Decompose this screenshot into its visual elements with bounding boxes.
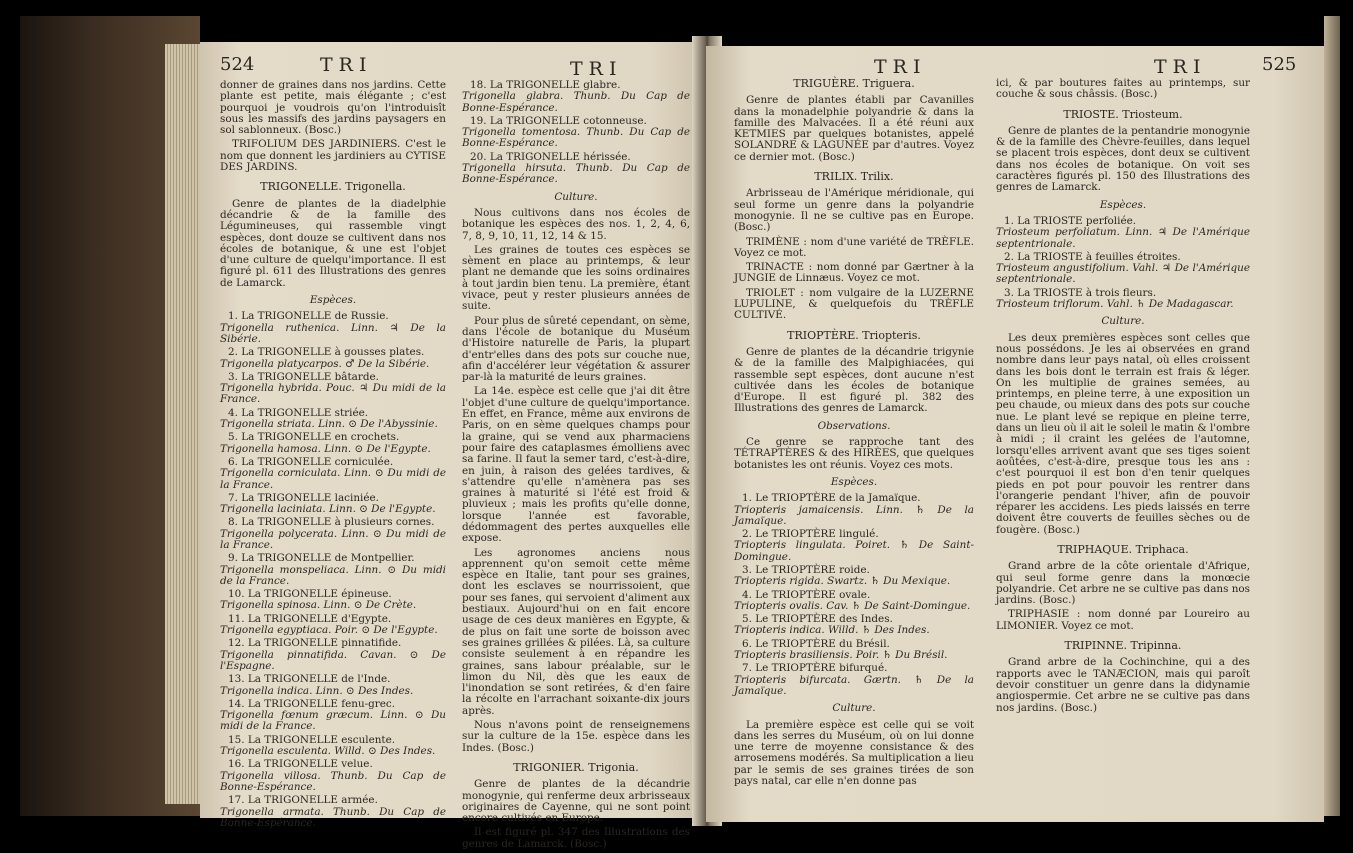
species-latin: Trigonella pinnatifida. Cavan. ⊙ De l'Espagne. [220, 648, 446, 672]
especes-heading-trioste: Espèces. [1099, 198, 1147, 211]
species-latin: Trigonella monspeliaca. Linn. ⊙ Du midi de la France. [220, 563, 446, 587]
species-name: 19. La TRIGONELLE cotonneuse. [470, 114, 647, 127]
trioste-culture-text: Les deux premières espèces sont celles que nous possédons. Je les ai observées en grand nombre dans leur pays natal, où elles croissent dans les bois dont le terrain est frais & léger. On les multiplie de graines semées, au printemps, en pleine terre, à une exposition un peu chaude, ou mieux dans des pots sur couche nue. Le plant levé se repique en pleine terre, dans un lieu où il ait le soleil le matin & l'ombre à midi ; il craint les gelées de l'automne, lorsqu'elles arrivent avant que ses tiges soient aoûtées, c'est-à-dire, presque tous les ans : c'est pourquoi il est bon d'en tenir quelques pieds en pot pour pouvoir les rentrer dans l'orangerie pendant l'hiver, afin de pouvoir réparer les accidens. Les pieds laissés en terre doivent être couverts de feuilles sèches ou de fougère. (Bosc.) [996, 331, 1250, 536]
paragraph: Nous cultivons dans nos écoles de botanique les espèces des nos. 1, 2, 4, 6, 7, 8, 9, 10, 11, 12, 14 & 15. [462, 206, 690, 242]
species-latin: Triopteris lingulata. Poiret. ♄ De Saint-Domingue. [734, 539, 974, 563]
species-latin: Trigonella laciniata. Linn. ⊙ De l'Egypte. [220, 503, 436, 516]
species-name: 7. La TRIGONELLE laciniée. [228, 491, 379, 504]
species-latin: Trigonella egyptiaca. Poir. ⊙ De l'Egypte. [220, 624, 438, 637]
species-name: 9. La TRIGONELLE de Montpellier. [228, 552, 415, 565]
species-name: 16. La TRIGONELLE velue. [228, 758, 373, 771]
species-name: 2. Le TRIOPTÈRE lingulé. [742, 528, 879, 541]
species-latin: Trigonella spinosa. Linn. ⊙ De Crète. [220, 599, 417, 612]
species-name: 7. Le TRIOPTÈRE bifurqué. [742, 662, 888, 675]
right-column-1 [734, 78, 974, 790]
page-number-right: 525 [1262, 54, 1297, 75]
continued-text: ici, & par boutures faites au printemps, sur couche & sous châssis. (Bosc.) [996, 77, 1250, 101]
species-latin: Trigonella tomentosa. Thunb. Du Cap de Bonne-Espérance. [462, 126, 690, 150]
species-name: 6. Le TRIOPTÈRE du Brésil. [742, 637, 890, 650]
left-column-1 [220, 80, 446, 831]
observations-text: Ce genre se rapproche tant des TÉTRAPTÈRES & des HIRÈES, que quelques botanistes les ont réunis. Voyez ces mots. [734, 436, 974, 471]
open-book [20, 6, 1340, 850]
left-page [200, 42, 712, 850]
intro-text: donner de graines dans nos jardins. Cette plante est petite, mais élégante ; c'est pourquoi je voudrois qu'on l'introduisît sous les massifs des jardins paysagers en sol sablonneux. (Bosc.) [220, 79, 446, 137]
species-name: 6. La TRIGONELLE corniculée. [228, 455, 394, 468]
triphaque-description: Grand arbre de la côte orientale d'Afrique, qui seul forme genre dans la monœcie polyandrie. Cet arbre ne se cultive pas dans nos jardins. (Bosc.) [996, 560, 1251, 607]
species-latin: Trigonella polycerata. Linn. ⊙ Du midi de la France. [220, 527, 446, 551]
species-name: 5. Le TRIOPTÈRE des Indes. [742, 613, 893, 626]
species-name: 17. La TRIGONELLE armée. [228, 794, 378, 807]
species-latin: Triopteris ovalis. Cav. ♄ De Saint-Domingue. [734, 599, 971, 612]
paragraph: La 14e. espèce est celle que j'ai dit être l'objet d'une culture de quelqu'importance. En effet, en France, même aux environs de Paris, on en sème quelques champs pour la graine, qui se vend aux pharmaciens pour faire des cataplasmes émolliens avec sa farine. Il faut la semer tard, c'est-à-dire, en juin, à raison des gelées tardives, & s'attendre qu'elle n'amènera pas ses graines à maturité si l'été est froid & pluvieux ; mais les profits qu'elle donne, lorsque l'année est favorable, dédommagent des pertes auxquelles elle expose. [462, 385, 690, 545]
triguere-heading: TRIGUÈRE. Triguera. [793, 77, 915, 90]
trioptere-description: Genre de plantes de la décandrie trigynie & de la famille des Malpighiacées, qui rassemble sept espèces, dont aucune n'est cultivée dans les écoles de botanique d'Europe. Il est figuré pl. 382 des Illustrations des genres de Lamarck. [734, 345, 974, 415]
running-head-right: TRI [874, 56, 927, 78]
species-latin: Trigonella platycarpos. ♂ De la Sibérie. [220, 357, 430, 370]
species-latin: Triopteris brasiliensis. Poir. ♄ Du Brésil. [734, 649, 948, 662]
species-name: 13. La TRIGONELLE de l'Inde. [228, 673, 391, 686]
running-head-left: TRI [320, 54, 373, 76]
left-column-2 [462, 80, 690, 853]
species-name: 1. La TRIOSTE perfoliée. [1004, 214, 1137, 227]
book-cover-right [1324, 16, 1340, 816]
right-column-2 [996, 78, 1250, 717]
species-latin: Triosteum triflorum. Vahl. ♄ De Madagascar. [996, 298, 1234, 311]
trioptere-heading: TRIOPTÈRE. Triopteris. [787, 328, 921, 342]
species-list-continued [462, 80, 690, 186]
species-latin: Trigonella hybrida. Pouc. ♃ Du midi de la France. [220, 382, 446, 406]
species-name: 8. La TRIGONELLE à plusieurs cornes. [228, 516, 435, 529]
culture-heading: Culture. [554, 190, 598, 203]
species-name: 18. La TRIGONELLE glabre. [470, 79, 621, 91]
observations-heading: Observations. [817, 419, 891, 432]
species-name: 1. La TRIGONELLE de Russie. [228, 310, 389, 323]
triphasie-entry: TRIPHASIE : nom donné par Loureiro au LIMONIER. Voyez ce mot. [996, 608, 1250, 632]
trigonelle-heading: TRIGONELLE. Trigonella. [260, 180, 406, 194]
trigonier-heading: TRIGONIER. Trigonia. [513, 760, 639, 774]
species-latin: Trigonella esculenta. Willd. ⊙ Des Indes. [220, 745, 436, 758]
species-latin: Trigonella indica. Linn. ⊙ Des Indes. [220, 684, 414, 697]
trigonier-description: Genre de plantes de la décandrie monogynie, qui renferme deux arbrisseaux originaires de Cayenne, qui ne sont point encore cultivés en Europe. [462, 778, 690, 825]
paragraph: Nous n'avons point de renseignemens sur la culture de la 15e. espèce dans les Indes. (Bosc.) [462, 719, 690, 754]
species-latin: Trigonella villosa. Thunb. Du Cap de Bonne-Espérance. [220, 769, 446, 793]
trilix-description: Arbrisseau de l'Amérique méridionale, qui seul forme un genre dans la polyandrie monogynie. Il ne se cultive pas en Europe. (Bosc.) [734, 187, 974, 234]
species-latin: Trigonella striata. Linn. ⊙ De l'Abyssinie. [220, 418, 438, 431]
species-latin: Triosteum angustifolium. Vahl. ♃ De l'Amérique septentrionale. [996, 262, 1250, 286]
species-latin: Triopteris rigida. Swartz. ♄ Du Mexique. [734, 575, 951, 588]
trioste-species-list [996, 216, 1250, 310]
trioste-heading: TRIOSTE. Triosteum. [1063, 107, 1183, 121]
culture-text [462, 208, 690, 754]
species-latin: Trigonella hirsuta. Thunb. Du Cap de Bonne-Espérance. [462, 162, 690, 186]
page-number-left: 524 [220, 54, 255, 75]
species-latin: Trigonella glabra. Thunb. Du Cap de Bonne-Espérance. [462, 90, 690, 114]
trinacte-entry: TRINACTE : nom donné par Gærtner à la JUNGIE de Linnæus. Voyez ce mot. [734, 261, 974, 285]
trigonelle-description: Genre de plantes de la diadelphie décandrie & de la famille des Légumineuses, qui rassemble vingt espèces, dont douze se cultivent dans nos écoles de botanique, & une est l'objet d'une culture de quelqu'importance. Il est figuré pl. 611 des Illustrations des genres de Lamarck. [220, 197, 446, 289]
species-name: 11. La TRIGONELLE d'Egypte. [228, 612, 392, 625]
right-page [706, 46, 1324, 822]
paragraph: Les agronomes anciens nous apprennent qu'on semoit cette même espèce en Italie, tant pour ses graines, dont les esclaves se nourrissoient, que pour ses fanes, qui servoient d'aliment aux bestiaux. Aujourd'hui on en fait encore usage de ces deux manières en Egypte, & de plus on fait une sorte de boisson avec ses graines grillées & pilées. Là, sa culture consiste seulement à en répandre les graines, sans labour préalable, sur le limon du Nil, dès que les eaux de l'inondation se sont retirées, & d'en faire la récolte en l'arrachant soixante-dix jours après. [462, 546, 690, 717]
species-latin: Trigonella ruthenica. Linn. ♃ De la Sibérie. [220, 321, 446, 345]
species-latin: Trigonella armata. Thunb. Du Cap de Bonne-Espérance. [220, 805, 446, 829]
species-name: 5. La TRIGONELLE en crochets. [228, 431, 400, 444]
paragraph: Pour plus de sûreté cependant, on sème, dans l'école de botanique du Muséum d'Histoire naturelle de Paris, la plupart d'entr'elles dans des pots sur couche nue, afin d'accélérer leur végétation & assurer par-là la maturité de leurs graines. [462, 314, 690, 384]
culture-heading-right: Culture. [832, 702, 876, 715]
species-name: 3. La TRIGONELLE bâtarde. [228, 370, 379, 383]
tripinne-heading: TRIPINNE. Tripinna. [1064, 639, 1182, 653]
species-name: 2. La TRIGONELLE à gousses plates. [228, 346, 425, 359]
trioptere-culture-text: La première espèce est celle qui se voit dans les serres du Muséum, où on lui donne une terre de moyenne consistance & des arrosemens modérés. Sa multiplication a lieu par le semis de ses graines tirées de son pays natal, car elle n'en donne pas [734, 718, 974, 788]
species-name: 1. Le TRIOPTÈRE de la Jamaïque. [742, 492, 921, 505]
trimene-entry: TRIMÈNE : nom d'une variété de TRÈFLE. Voyez ce mot. [734, 235, 974, 259]
tripinne-description: Grand arbre de la Cochinchine, qui a des rapports avec le TANÆCION, mais qui paroît devoir constituer un genre dans la didynamie angiospermie. Cet arbre ne se cultive pas dans nos jardins. (Bosc.) [996, 656, 1250, 714]
species-name: 2. La TRIOSTE à feuilles étroites. [1004, 250, 1181, 263]
species-name: 20. La TRIGONELLE hérissée. [470, 150, 631, 163]
triolet-entry: TRIOLET : nom vulgaire de la LUZERNE LUPULINE, & quelquefois du TRÈFLE CULTIVÉ. [734, 286, 974, 322]
species-name: 12. La TRIGONELLE pinnatifide. [228, 637, 402, 650]
triguere-description: Genre de plantes établi par Cavanilles dans la monadelphie polyandrie & dans la famille des Malvacées. Il a été réuni aux KETMIES par quelques botanistes, appelé SOLANDRE & LAGUNÉE par d'autres. Voyez ce dernier mot. (Bosc.) [734, 94, 974, 163]
species-name: 3. Le TRIOPTÈRE roide. [742, 563, 870, 576]
trigonier-reference: Il est figuré pl. 347 des Illustrations des genres de Lamarck. (Bosc.) [462, 826, 690, 850]
species-latin: Trigonella hamosa. Linn. ⊙ De l'Egypte. [220, 442, 431, 455]
species-name: 4. La TRIGONELLE striée. [228, 406, 369, 419]
species-name: 10. La TRIGONELLE épineuse. [228, 588, 392, 601]
trilix-heading: TRILIX. Trilix. [814, 170, 894, 184]
species-name: 3. La TRIOSTE à trois fleurs. [1004, 286, 1157, 299]
species-latin: Trigonella fœnum græcum. Linn. ⊙ Du midi de la France. [220, 709, 446, 733]
species-latin: Triopteris bifurcata. Gærtn. ♄ De la Jamaïque. [734, 673, 974, 697]
paragraph: Les graines de toutes ces espèces se sèment en place au printemps, & leur plant ne demande que les soins ordinaires à tout jardin bien tenu. La première, étant vivace, peut y rester plusieurs années de suite. [462, 243, 690, 313]
triphaque-heading: TRIPHAQUE. Triphaca. [1057, 542, 1189, 556]
running-head-left-col2: TRI [570, 58, 623, 80]
species-latin: Triopteris indica. Willd. ♄ Des Indes. [734, 624, 930, 637]
species-latin: Trigonella corniculata. Linn. ⊙ Du midi de la France. [220, 467, 446, 491]
trifolium-entry: TRIFOLIUM DES JARDINIERS. C'est le nom que donnent les jardiniers au CYTISE DES JARDINS. [220, 138, 446, 174]
species-name: 15. La TRIGONELLE esculente. [228, 733, 396, 746]
running-head-right-col2: TRI [1154, 56, 1207, 78]
species-name: 4. Le TRIOPTÈRE ovale. [742, 588, 871, 601]
especes-heading-right: Espèces. [830, 475, 878, 488]
trioptere-species-list [734, 493, 974, 697]
species-name: 14. La TRIGONELLE fenu-grec. [228, 697, 396, 710]
species-list [220, 311, 446, 829]
species-latin: Triopteris jamaicensis. Linn. ♄ De la Jamaïque. [734, 503, 974, 527]
especes-heading: Espèces. [309, 294, 357, 307]
species-latin: Triosteum perfoliatum. Linn. ♃ De l'Amérique septentrionale. [996, 226, 1250, 250]
culture-heading-trioste: Culture. [1101, 315, 1145, 328]
trioste-description: Genre de plantes de la pentandrie monogynie & de la famille des Chèvre-feuilles, dans lequel se placent trois espèces, dont deux se cultivent dans nos écoles de botanique. On voit ses caractères figurés pl. 150 des Illustrations des genres de Lamarck. [996, 124, 1250, 194]
